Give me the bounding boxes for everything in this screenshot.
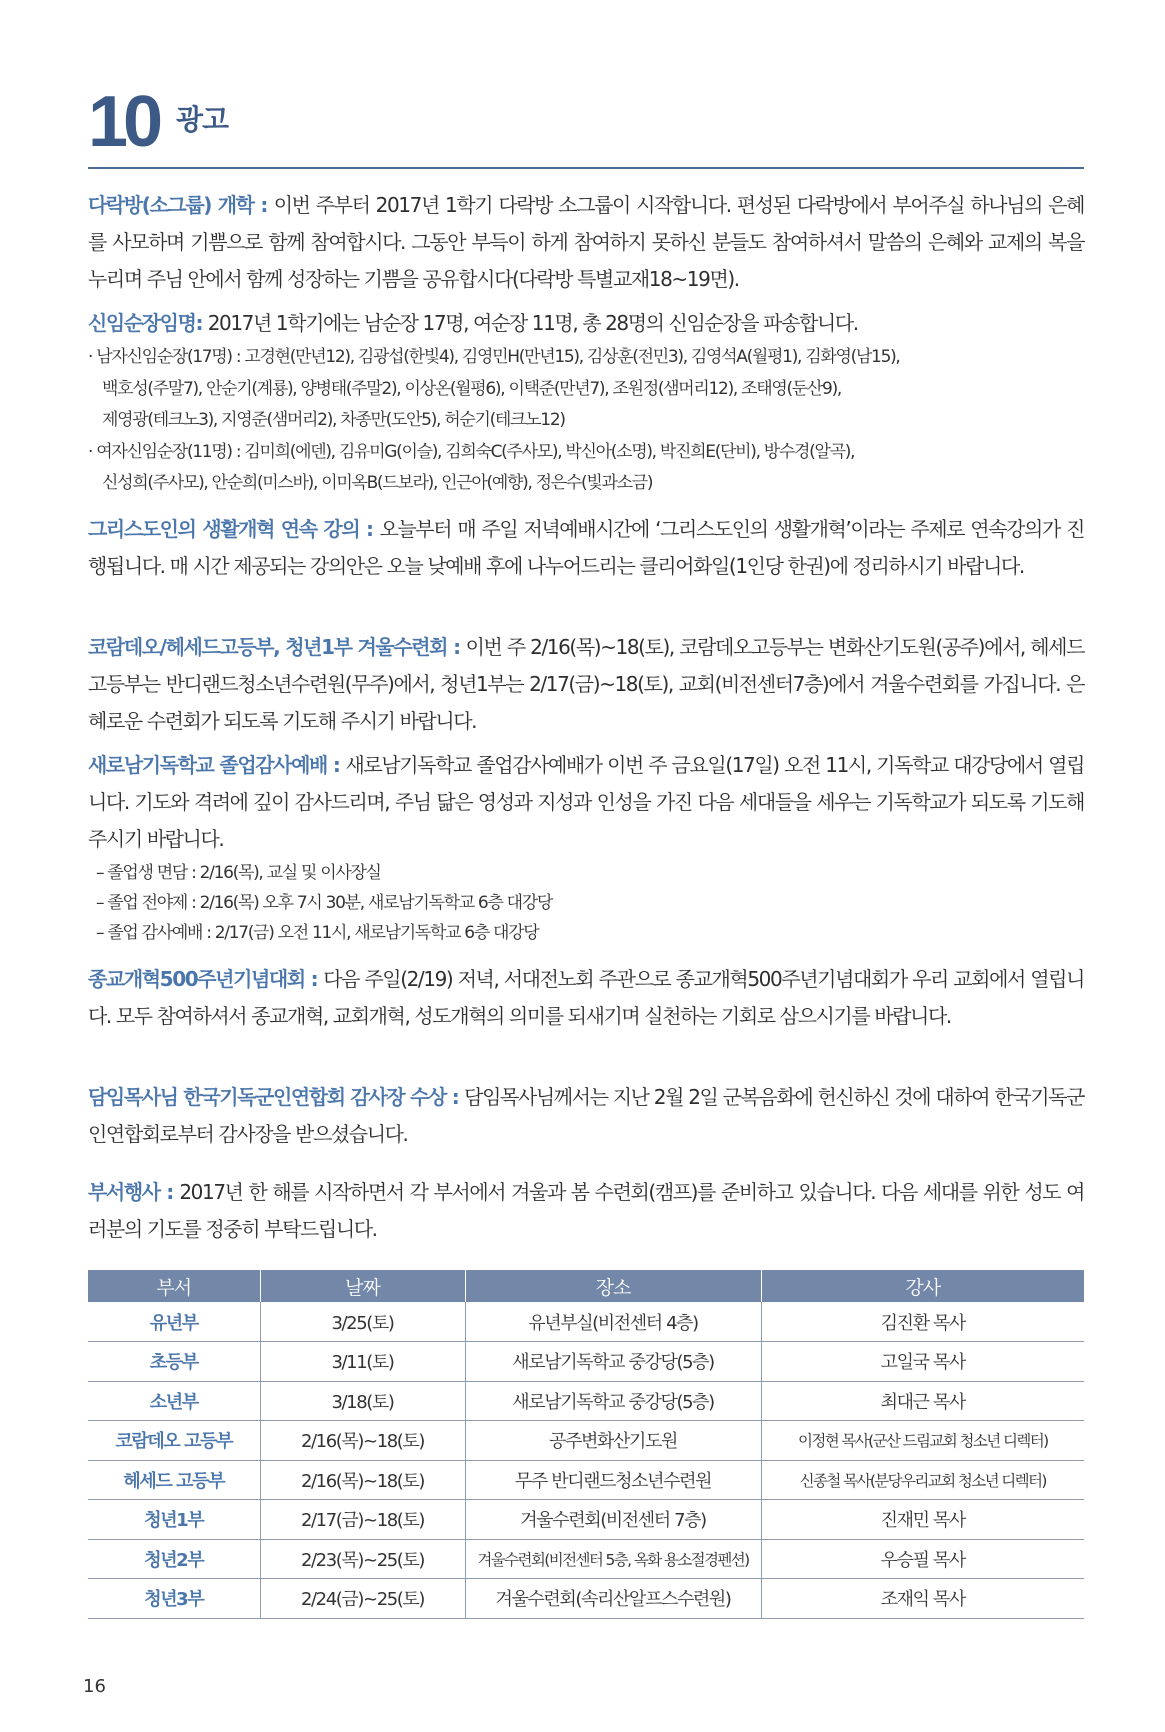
table-row [88,1302,1084,1342]
notice-small-group [88,187,1084,298]
department-cell: 소년부 [88,1381,260,1421]
table-row [88,1381,1084,1421]
location-cell: 무주 반디랜드청소년수련원 [465,1460,761,1500]
department-cell: 청년2부 [88,1539,260,1579]
notice-title: 부서행사 : [88,1180,180,1204]
location-cell: 유년부실(비전센터 4층) [465,1302,761,1342]
notice-title: 종교개혁500주년기념대회 : [88,967,324,991]
section-header [88,82,1084,162]
notice-lecture-series [88,511,1084,585]
department-cell: 초등부 [88,1342,260,1382]
graduation-item: – 졸업 감사예배 : 2/17(금) 오전 11시, 새로남기독학교 6층 대강당 [96,923,539,943]
notice-title: 새로남기독학교 졸업감사예배 : [88,753,346,777]
female-leaders-line: · 여자신임순장(11명) : 김미희(에덴), 김유미G(이슬), 김희숙C(주사모), 박신아(소명), 박진희E(단비), 방수경(알곡), [88,441,855,462]
date-cell: 3/18(토) [260,1381,465,1421]
notice-title: 신임순장임명: [88,311,208,335]
table-row [88,1579,1084,1619]
section-title: 광고 [176,103,229,136]
speaker-cell: 고일국 목사 [761,1342,1084,1382]
table-row [88,1500,1084,1540]
location-cell: 공주변화산기도원 [465,1421,761,1461]
section-number: 10 [88,82,159,162]
notice-body: 담임목사님께서는 지난 2월 2일 군복음화에 헌신하신 것에 대하여 한국기독군인연합회로부터 감사장을 받으셨습니다. [88,1085,1084,1146]
graduation-item: – 졸업생 면담 : 2/16(목), 교실 및 이사장실 [96,863,381,883]
column-header: 장소 [465,1270,761,1302]
notice-body: 다음 주일(2/19) 저녁, 서대전노회 주관으로 종교개혁500주년기념대회가 우리 교회에서 열립니다. 모두 참여하셔서 종교개혁, 교회개혁, 성도개혁의 의미를 되새기며 실천하는 기회로 삼으시기를 바랍니다. [88,967,1084,1028]
notice-body: 새로남기독학교 졸업감사예배가 이번 주 금요일(17일) 오전 11시, 기독학교 대강당에서 열립니다. 기도와 격려에 깊이 감사드리며, 주님 닮은 영성과 지성과 인성을 가진 다음 세대들을 세우는 기독학교가 되도록 기도해 주시기 바랍니다. [88,753,1084,851]
speaker-cell: 이정현 목사(군산 드림교회 청소년 디렉터) [761,1421,1084,1461]
table-row [88,1342,1084,1382]
location-cell: 겨울수련회(비전센터 7층) [465,1500,761,1540]
male-leaders-line: 백호성(주말7), 안순기(계룡), 양병태(주말2), 이상온(월평6), 이택준(만년7), 조원정(샘머리12), 조태영(둔산9), [102,378,842,399]
speaker-cell: 조재익 목사 [761,1579,1084,1619]
date-cell: 3/11(토) [260,1342,465,1382]
speaker-cell: 진재민 목사 [761,1500,1084,1540]
department-cell: 청년3부 [88,1579,260,1619]
date-cell: 2/24(금)~25(토) [260,1579,465,1619]
page-number: 16 [83,1676,106,1697]
column-header: 부서 [88,1270,260,1302]
location-cell: 새로남기독학교 중강당(5층) [465,1381,761,1421]
notice-body: 2017년 1학기에는 남순장 17명, 여순장 11명, 총 28명의 신임순장을 파송합니다. [207,311,858,335]
notice-body: 이번 주 2/16(목)~18(토), 코람데오고등부는 변화산기도원(공주)에서, 헤세드고등부는 반디랜드청소년수련원(무주)에서, 청년1부는 2/17(금)~18(토), 교회(비전센터7층)에서 겨울수련회를 가집니다. 은혜로운 수련회가 되도록 기도해 주시기 바랍니다. [88,635,1085,733]
table-row [88,1460,1084,1500]
department-cell: 청년1부 [88,1500,260,1540]
department-cell: 코람데오 고등부 [88,1421,260,1461]
female-leaders-line: 신성희(주사모), 안순희(미스바), 이미옥B(드보라), 인근아(예향), 정은수(빛과소금) [102,473,653,493]
notice-reformation-anniversary [88,961,1084,1035]
table-row [88,1421,1084,1461]
location-cell: 겨울수련회(비전센터 5층, 옥화 용소절경펜션) [465,1539,761,1579]
location-cell: 새로남기독학교 중강당(5층) [465,1342,761,1382]
notice-title: 담임목사님 한국기독군인연합회 감사장 수상 : [88,1085,465,1109]
notice-new-leaders [88,305,1084,500]
column-header: 강사 [761,1270,1084,1302]
notice-pastor-award [88,1079,1084,1153]
date-cell: 3/25(토) [260,1302,465,1342]
male-leaders-line: · 남자신임순장(17명) : 고경현(만년12), 김광섭(한빛4), 김영민H(만년15), 김상훈(전민3), 김영석A(월평1), 김화영(남15), [88,347,900,367]
location-cell: 겨울수련회(속리산알프스수련원) [465,1579,761,1619]
header-divider [88,167,1084,169]
speaker-cell: 신종철 목사(분당우리교회 청소년 디렉터) [761,1460,1084,1500]
speaker-cell: 우승필 목사 [761,1539,1084,1579]
retreat-schedule-table [88,1270,1084,1619]
date-cell: 2/17(금)~18(토) [260,1500,465,1540]
notice-title: 코람데오/헤세드고등부, 청년1부 겨울수련회 : [88,635,466,659]
table-header-row [88,1270,1084,1302]
notice-graduation [88,747,1084,948]
speaker-cell: 김진환 목사 [761,1302,1084,1342]
speaker-cell: 최대근 목사 [761,1381,1084,1421]
male-leaders-line: 제영광(테크노3), 지영준(샘머리2), 차종만(도안5), 허순기(테크노12) [102,410,565,430]
notice-body: 오늘부터 매 주일 저녁예배시간에 ‘그리스도인의 생활개혁’이라는 주제로 연속강의가 진행됩니다. 매 시간 제공되는 강의안은 오늘 낮예배 후에 나누어드리는 클리어화일(1인당 한권)에 정리하시기 바랍니다. [88,517,1084,578]
notice-department-events [88,1174,1084,1248]
date-cell: 2/16(목)~18(토) [260,1421,465,1461]
date-cell: 2/23(목)~25(토) [260,1539,465,1579]
notice-title: 다락방(소그룹) 개학 : [88,193,274,217]
notice-winter-retreat [88,629,1084,740]
graduation-item: – 졸업 전야제 : 2/16(목) 오후 7시 30분, 새로남기독학교 6층 대강당 [96,893,553,913]
date-cell: 2/16(목)~18(토) [260,1460,465,1500]
notice-body: 이번 주부터 2017년 1학기 다락방 소그룹이 시작합니다. 편성된 다락방에서 부어주실 하나님의 은혜를 사모하며 기쁨으로 함께 참여합시다. 그동안 부득이 하게 참여하지 못하신 분들도 참여하셔서 말씀의 은혜와 교제의 복을 누리며 주님 안에서 함께 성장하는 기쁨을 공유합시다(다락방 특별교재18~19면). [88,193,1084,291]
notice-title: 그리스도인의 생활개혁 연속 강의 : [88,517,380,541]
column-header: 날짜 [260,1270,465,1302]
department-cell: 헤세드 고등부 [88,1460,260,1500]
notice-body: 2017년 한 해를 시작하면서 각 부서에서 겨울과 봄 수련회(캠프)를 준비하고 있습니다. 다음 세대를 위한 성도 여러분의 기도를 정중히 부탁드립니다. [88,1180,1085,1241]
department-cell: 유년부 [88,1302,260,1342]
table-row [88,1539,1084,1579]
